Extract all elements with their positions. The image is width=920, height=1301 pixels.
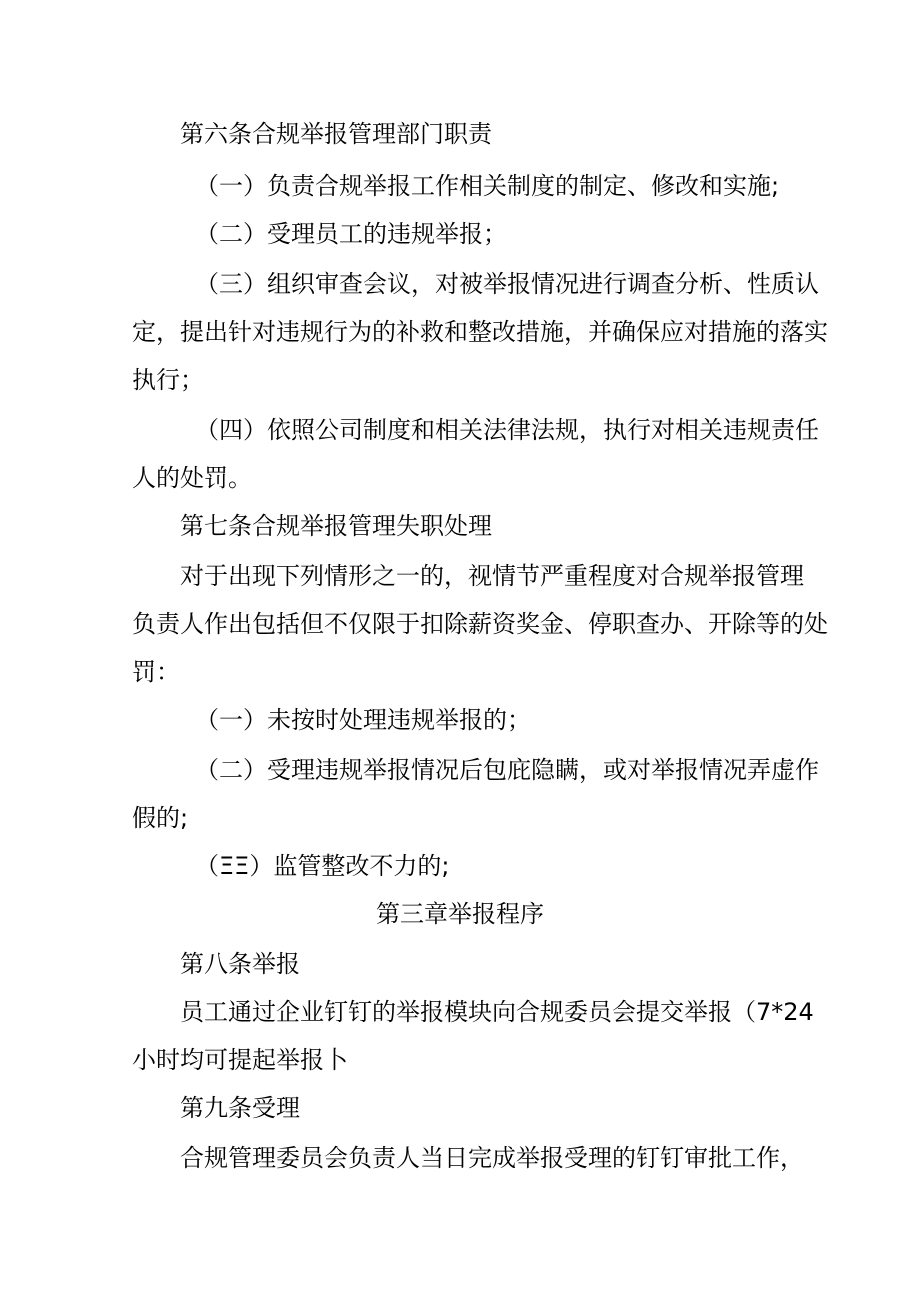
article-6-item-2: （二）受理员工的违规举报； <box>195 220 507 248</box>
article-7-item-1: （一）未按时处理违规举报的； <box>195 706 531 734</box>
article-7-item-2-cont: 假的; <box>132 804 189 832</box>
article-6-item-3: （三）组织审查会议，对被举报情况进行调查分析、性质认 <box>195 270 819 298</box>
article-8-paragraph-cont: 小时均可提起举报卜 <box>132 1046 348 1074</box>
article-7-item-2: （二）受理违规举报情况后包庇隐瞒，或对举报情况弄虚作 <box>195 756 819 784</box>
article-9-paragraph: 合规管理委员会负责人当日完成举报受理的钉钉审批工作， <box>180 1144 804 1172</box>
article-7-paragraph-cont-2: 罚： <box>132 658 180 686</box>
article-7-paragraph: 对于出现下列情形之一的，视情节严重程度对合规举报管理 <box>180 562 804 590</box>
article-6-item-3-cont-2: 执行； <box>132 366 204 394</box>
article-8-paragraph: 员工通过企业钉钉的举报模块向合规委员会提交举报（7*24 <box>180 998 814 1026</box>
article-9-heading: 第九条受理 <box>180 1094 300 1122</box>
chapter-3-title: 第三章举报程序 <box>376 900 544 928</box>
article-6-item-3-cont-1: 定，提出针对违规行为的补救和整改措施，并确保应对措施的落实 <box>132 318 828 346</box>
article-8-heading: 第八条举报 <box>180 950 300 978</box>
article-6-item-4: （四）依照公司制度和相关法律法规，执行对相关违规责任 <box>195 416 819 444</box>
article-7-heading: 第七条合规举报管理失职处理 <box>180 512 492 540</box>
article-6-item-4-cont: 人的处罚。 <box>132 464 252 492</box>
article-6-item-1: （一）负责合规举报工作相关制度的制定、修改和实施; <box>195 172 780 200</box>
article-6-heading: 第六条合规举报管理部门职责 <box>180 120 492 148</box>
article-7-item-3: （ΞΞ）监管整改不力的; <box>195 852 450 880</box>
article-7-paragraph-cont-1: 负责人作出包括但不仅限于扣除薪资奖金、停职查办、开除等的处 <box>132 610 828 638</box>
